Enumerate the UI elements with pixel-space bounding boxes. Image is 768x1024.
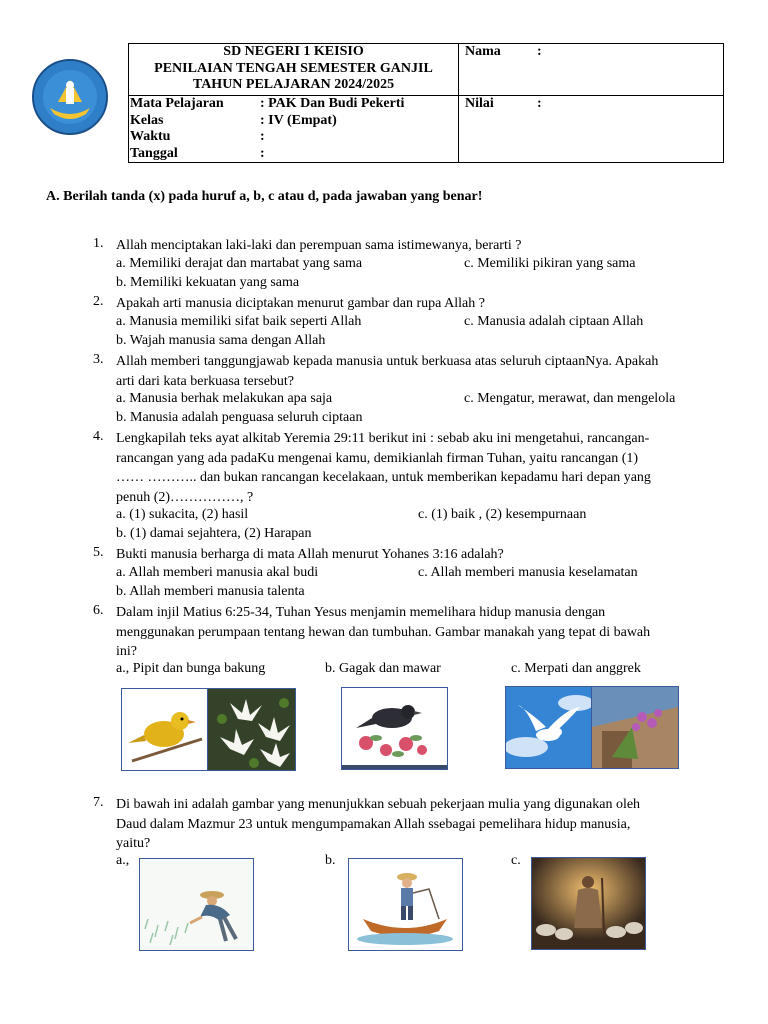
question-line: Bukti manusia berharga di mata Allah menurut Yohanes 3:16 adalah? bbox=[116, 547, 504, 562]
time-label: Waktu bbox=[130, 129, 171, 144]
fisherman-boat-image[interactable] bbox=[348, 858, 463, 951]
crow-and-roses-image[interactable] bbox=[341, 687, 448, 770]
question-line: ini? bbox=[116, 644, 137, 659]
option-c[interactable]: c. Merpati dan anggrek bbox=[511, 661, 641, 676]
question-line: menggunakan perumpaan tentang hewan dan tumbuhan. Gambar manakah yang tepat di bawah bbox=[116, 624, 651, 640]
question-text bbox=[116, 795, 640, 854]
school-info-cell bbox=[129, 44, 459, 96]
subject-label: Mata Pelajaran bbox=[130, 96, 224, 111]
name-value: : bbox=[537, 44, 542, 59]
score-cell[interactable] bbox=[459, 96, 724, 163]
question-text bbox=[116, 603, 650, 662]
question-number: 4. bbox=[93, 429, 104, 444]
dove-image[interactable] bbox=[505, 686, 593, 769]
option-a[interactable]: a. Manusia memiliki sifat baik seperti Allah bbox=[116, 314, 362, 329]
question-text bbox=[116, 545, 504, 565]
option-b[interactable]: b. (1) damai sejahtera, (2) Harapan bbox=[116, 526, 312, 541]
exam-title: PENILAIAN TENGAH SEMESTER GANJIL bbox=[154, 60, 433, 76]
option-c[interactable]: c. Manusia adalah ciptaan Allah bbox=[464, 314, 644, 329]
option-b[interactable]: b. Gagak dan mawar bbox=[325, 661, 441, 676]
option-a[interactable]: a., Pipit dan bunga bakung bbox=[116, 661, 266, 676]
option-a[interactable]: a. (1) sukacita, (2) hasil bbox=[116, 507, 249, 522]
option-b[interactable]: b. Allah memberi manusia talenta bbox=[116, 584, 305, 599]
orchid-image[interactable] bbox=[591, 686, 679, 769]
question-line: Di bawah ini adalah gambar yang menunjukkan sebuah pekerjaan mulia yang digunakan oleh bbox=[116, 797, 641, 812]
name-label: Nama bbox=[465, 44, 501, 59]
subject-value: : PAK Dan Budi Pekerti bbox=[260, 96, 405, 111]
class-label: Kelas bbox=[130, 112, 164, 128]
question-line: arti dari kata berkuasa tersebut? bbox=[116, 373, 295, 389]
class-value: : IV (Empat) bbox=[260, 112, 337, 128]
school-year: TAHUN PELAJARAN 2024/2025 bbox=[192, 77, 395, 92]
subject-info-cell bbox=[129, 96, 459, 163]
time-value: : bbox=[260, 129, 265, 144]
question-text bbox=[116, 429, 651, 507]
score-label: Nilai bbox=[465, 96, 494, 111]
option-b[interactable]: b. Memiliki kekuatan yang sama bbox=[116, 275, 300, 290]
option-a[interactable]: a. Memiliki derajat dan martabat yang sama bbox=[116, 256, 363, 271]
school-name: SD NEGERI 1 KEISIO bbox=[223, 44, 364, 59]
question-number: 2. bbox=[93, 294, 104, 309]
question-text bbox=[116, 294, 485, 314]
question-line: Allah memberi tanggungjawab kepada manusia untuk berkuasa atas seluruh ciptaanNya. Apakah bbox=[116, 354, 659, 369]
question-number: 1. bbox=[93, 236, 104, 251]
question-number: 7. bbox=[93, 795, 104, 810]
question-line: penuh (2)……………, ? bbox=[116, 489, 254, 505]
canary-bird-image[interactable] bbox=[121, 688, 209, 771]
question-line: …… ……….. dan bukan rancangan kecelakaan, untuk memberikan kepadamu hari depan yang bbox=[116, 470, 651, 485]
option-a[interactable]: a. Manusia berhak melakukan apa saja bbox=[116, 391, 333, 406]
header-table bbox=[128, 43, 724, 163]
name-cell[interactable] bbox=[459, 44, 724, 96]
lily-flowers-image[interactable] bbox=[207, 688, 296, 771]
option-c[interactable]: c. (1) baik , (2) kesempurnaan bbox=[418, 507, 587, 522]
option-a[interactable]: a. Allah memberi manusia akal budi bbox=[116, 565, 319, 580]
date-label: Tanggal bbox=[130, 145, 178, 161]
option-c[interactable]: c. bbox=[511, 853, 521, 868]
option-c[interactable]: c. Mengatur, merawat, dan mengelola bbox=[464, 391, 676, 406]
section-instruction: A. Berilah tanda (x) pada huruf a, b, c atau d, pada jawaban yang benar! bbox=[46, 189, 483, 204]
option-b[interactable]: b. bbox=[325, 853, 336, 868]
question-line: Daud dalam Mazmur 23 untuk mengumpamakan Allah ssebagai pemelihara hidup manusia, bbox=[116, 816, 631, 832]
good-shepherd-image[interactable] bbox=[531, 857, 646, 950]
question-line: Apakah arti manusia diciptakan menurut gambar dan rupa Allah ? bbox=[116, 296, 485, 311]
option-b[interactable]: b. Wajah manusia sama dengan Allah bbox=[116, 333, 326, 348]
farmer-planting-rice-image[interactable] bbox=[139, 858, 254, 951]
option-a[interactable]: a., bbox=[116, 853, 130, 868]
question-line: yaitu? bbox=[116, 836, 151, 851]
question-text bbox=[116, 236, 521, 256]
date-value: : bbox=[260, 145, 265, 161]
option-b[interactable]: b. Manusia adalah penguasa seluruh ciptaan bbox=[116, 410, 363, 425]
question-text bbox=[116, 352, 658, 391]
question-number: 3. bbox=[93, 352, 104, 367]
question-line: rancangan yang ada padaKu mengenai kamu, demikianlah firman Tuhan, yaitu rancangan (1) bbox=[116, 450, 639, 466]
tut-wuri-handayani-logo bbox=[26, 58, 114, 136]
question-line: Dalam injil Matius 6:25-34, Tuhan Yesus menjamin memelihara hidup manusia dengan bbox=[116, 605, 606, 620]
option-c[interactable]: c. Memiliki pikiran yang sama bbox=[464, 256, 636, 271]
question-number: 6. bbox=[93, 603, 104, 618]
option-c[interactable]: c. Allah memberi manusia keselamatan bbox=[418, 565, 638, 580]
question-line: Lengkapilah teks ayat alkitab Yeremia 29:11 berikut ini : sebab aku ini mengetahui, rancangan- bbox=[116, 431, 650, 446]
question-line: Allah menciptakan laki-laki dan perempuan sama istimewanya, berarti ? bbox=[116, 238, 522, 253]
score-value: : bbox=[537, 96, 542, 111]
question-number: 5. bbox=[93, 545, 104, 560]
